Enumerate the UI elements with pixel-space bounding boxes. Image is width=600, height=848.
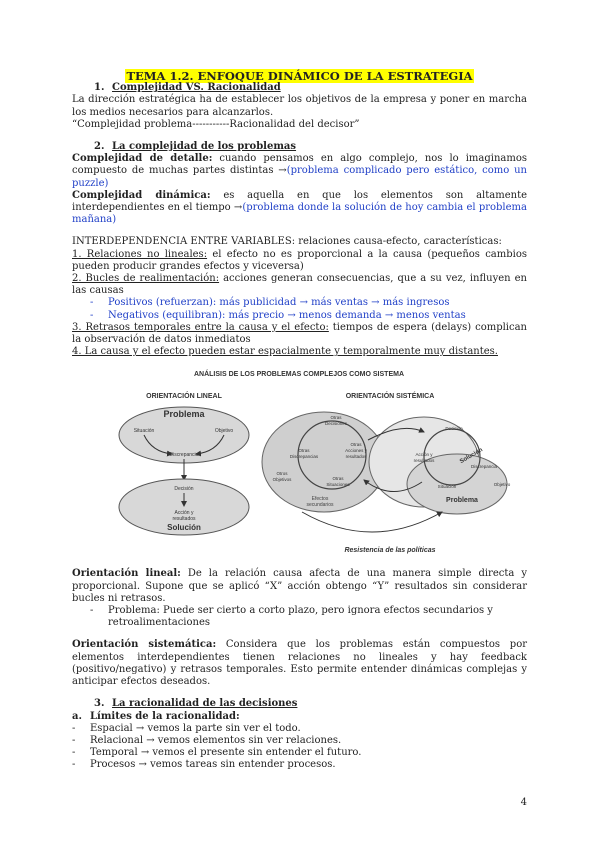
list-item: - Problema: Puede ser cierto a corto plazo, pero ignora efectos secundarios y retroalimentaciones <box>72 605 527 629</box>
svg-text:secundarios: secundarios <box>306 502 334 509</box>
list-item: - Temporal → vemos el presente sin entender el futuro. <box>54 747 527 759</box>
item-bucles: 2. Bucles de realimentación: acciones generan consecuencias, que a su vez, influyen en las causas <box>72 273 527 297</box>
item-distancia: 4. La causa y el efecto pueden estar espacialmente y temporalmente muy distantes. <box>72 346 498 358</box>
svg-text:Otros: Otros <box>276 471 288 477</box>
svg-text:Otras: Otras <box>298 448 310 454</box>
complejidad-detalle: Complejidad de detalle: cuando pensamos en algo complejo, nos lo imaginamos compuesto de muchas partes distintas →(problema complicado pero estático, como un puzzle) <box>72 153 527 189</box>
orientacion-lineal: Orientación lineal: De la relación causa afecta de una manera simple directa y proporcional. Supone que se aplicó “X” acción obtengo “Y” resultados sin considerar bucles ni retrasos. <box>72 568 527 604</box>
svg-text:Efectos: Efectos <box>311 496 329 503</box>
actions-label: Acción y <box>174 510 194 517</box>
svg-text:Otras: Otras <box>350 442 362 448</box>
svg-text:Discrepancias: Discrepancias <box>289 454 319 460</box>
svg-text:Decisiones: Decisiones <box>324 421 348 427</box>
list-item: - Relacional → vemos elementos sin ver relaciones. <box>54 735 527 747</box>
list-item: - Negativos (equilibran): más precio → menos demanda → menos ventas <box>72 310 527 322</box>
svg-text:resultados: resultados <box>345 454 367 460</box>
diagram-svg <box>72 362 527 562</box>
svg-text:Acciones y: Acciones y <box>345 448 367 454</box>
resistance-label: Resistencia de las políticas <box>344 547 436 555</box>
list-item: - Procesos → vemos tareas sin entender procesos. <box>54 759 527 771</box>
section-1-paragraph: La dirección estratégica ha de establecer los objetivos de la empresa y poner en marcha los medios necesarios para alcanzarlos. <box>72 94 527 118</box>
problem-label: Problema <box>163 409 205 420</box>
list-item: - Positivos (refuerzan): más publicidad → más ventas → más ingresos <box>72 297 527 309</box>
section-1-heading: 1. Complejidad VS. Racionalidad <box>94 82 281 94</box>
item-retrasos: 3. Retrasos temporales entre la causa y el efecto: tiempos de espera (delays) complican la observación de datos inmediatos <box>72 321 527 346</box>
svg-text:Objetivo: Objetivo <box>493 482 511 488</box>
document-page <box>72 70 527 772</box>
left-title: ORIENTACIÓN LINEAL <box>146 393 222 401</box>
item-relaciones-no-lineales: 1. Relaciones no lineales: el efecto no es proporcional a la causa (pequeños cambios pueden producir grandes efectos y viceversa) <box>72 248 527 272</box>
bucles-list <box>72 297 527 321</box>
systems-diagram <box>72 362 527 562</box>
objective-label: Objetivo <box>214 428 234 435</box>
svg-text:Otras: Otras <box>330 415 342 421</box>
section-2-heading: 2. La complejidad de los problemas <box>94 141 297 153</box>
results-label: resultados <box>172 516 196 523</box>
svg-text:resultados: resultados <box>413 458 435 464</box>
svg-text:Discrepancia: Discrepancia <box>470 464 498 470</box>
lineal-list <box>72 605 527 629</box>
page-title: TEMA 1.2. ENFOQUE DINÁMICO DE LA ESTRATEGIA <box>126 69 473 83</box>
section-1-quote: “Complejidad problema-----------Racionalidad del decisor” <box>72 118 360 130</box>
interdependencia-title: INTERDEPENDENCIA ENTRE VARIABLES: relaciones causa-efecto, características: <box>72 236 502 248</box>
solution-label: Solución <box>167 523 201 533</box>
subsection-a-heading: a. Límites de la racionalidad: <box>72 710 240 722</box>
situation-label: Situación <box>133 428 155 435</box>
svg-text:Solución: Solución <box>459 447 484 466</box>
svg-text:Decisión: Decisión <box>445 426 463 432</box>
right-title: ORIENTACIÓN SISTÉMICA <box>345 393 435 401</box>
svg-text:Acción y: Acción y <box>415 452 433 458</box>
section-3-heading: 3. La racionalidad de las decisiones <box>94 698 298 710</box>
svg-text:Problema: Problema <box>446 497 478 505</box>
racionalidad-list <box>54 723 527 772</box>
svg-text:Situación: Situación <box>437 484 457 490</box>
svg-text:Otras: Otras <box>332 476 344 482</box>
diagram-title: ANÁLISIS DE LOS PROBLEMAS COMPLEJOS COMO SISTEMA <box>193 371 405 379</box>
svg-text:Objetivos: Objetivos <box>272 477 292 483</box>
list-item: - Espacial → vemos la parte sin ver el todo. <box>54 723 527 735</box>
complejidad-dinamica: Complejidad dinámica: es aquella en que los elementos son altamente interdependientes en el tiempo →(problema donde la solución de hoy cambia el problema mañana) <box>72 189 528 226</box>
page-number: 4 <box>520 797 527 808</box>
discrepancy-label: Discrepancia <box>169 452 199 459</box>
decision-label: Decisión <box>174 486 194 493</box>
orientacion-sistematica: Orientación sistemática: Considera que los problemas están compuestos por elementos interdependientes tienen relaciones no lineales y hay feedback (positivo/negativo) y retrasos temporales. Esto permite entender dinámicas complejas y anticipar efectos deseados. <box>72 639 527 688</box>
svg-text:Situaciones: Situaciones <box>326 482 350 488</box>
